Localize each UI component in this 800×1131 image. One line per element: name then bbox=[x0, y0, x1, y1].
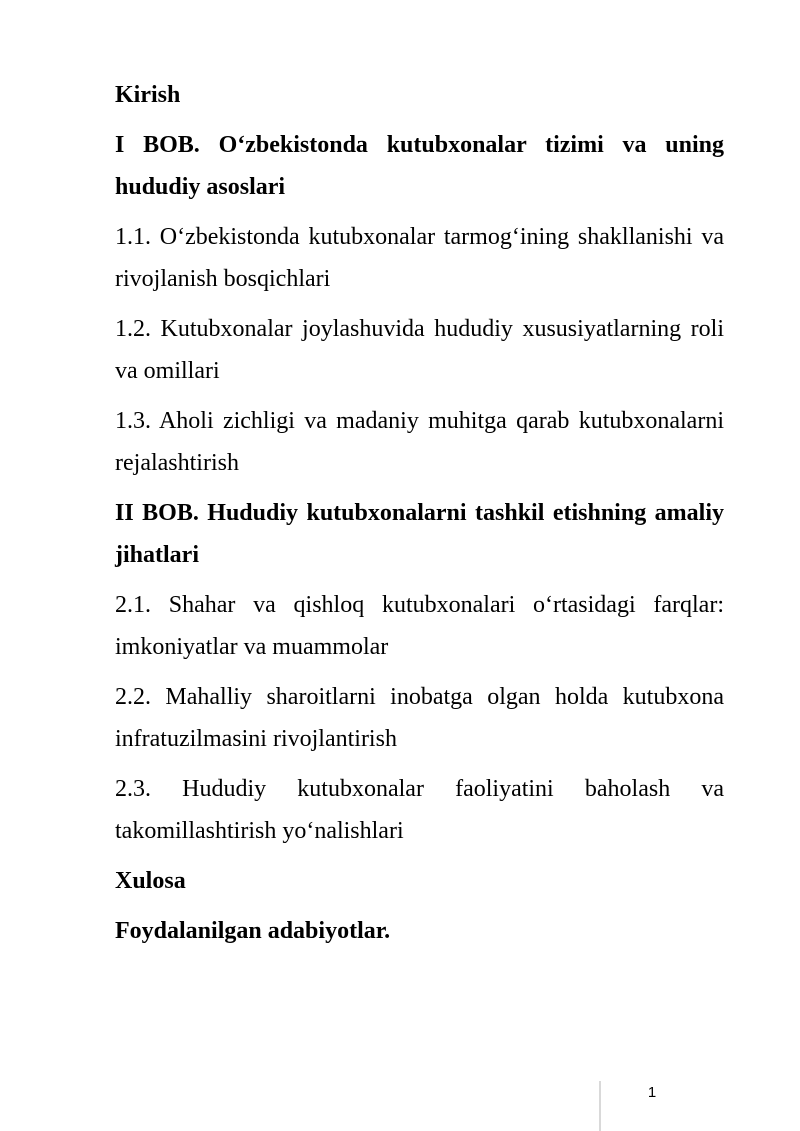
page-number: 1 bbox=[647, 1084, 657, 1101]
toc-item-section-1-3: 1.3. Aholi zichligi va madaniy muhitga qarab kutubxonalarni rejalashtirish bbox=[115, 408, 724, 476]
table-of-contents bbox=[115, 74, 724, 960]
toc-item-chapter-1: I BOB. O‘zbekistonda kutubxonalar tizimi va uning hududiy asoslari bbox=[115, 132, 724, 200]
toc-item-conclusion: Xulosa bbox=[115, 868, 186, 894]
toc-item-section-2-2: 2.2. Mahalliy sharoitlarni inobatga olgan holda kutubxona infratuzilmasini rivojlantirish bbox=[115, 684, 724, 752]
toc-item-section-2-1: 2.1. Shahar va qishloq kutubxonalari o‘rtasidagi farqlar: imkoniyatlar va muammolar bbox=[115, 592, 724, 660]
footer-divider bbox=[599, 1081, 601, 1131]
toc-item-section-1-1: 1.1. O‘zbekistonda kutubxonalar tarmog‘ining shakllanishi va rivojlanish bosqichlari bbox=[115, 224, 724, 292]
toc-item-chapter-2: II BOB. Hududiy kutubxonalarni tashkil etishning amaliy jihatlari bbox=[115, 500, 724, 568]
toc-item-section-2-3: 2.3. Hududiy kutubxonalar faoliyatini baholash va takomillashtirish yo‘nalishlari bbox=[115, 776, 724, 844]
toc-item-bibliography: Foydalanilgan adabiyotlar. bbox=[115, 918, 391, 944]
toc-item-introduction: Kirish bbox=[115, 82, 181, 108]
toc-item-section-1-2: 1.2. Kutubxonalar joylashuvida hududiy xususiyatlarning roli va omillari bbox=[115, 316, 724, 384]
